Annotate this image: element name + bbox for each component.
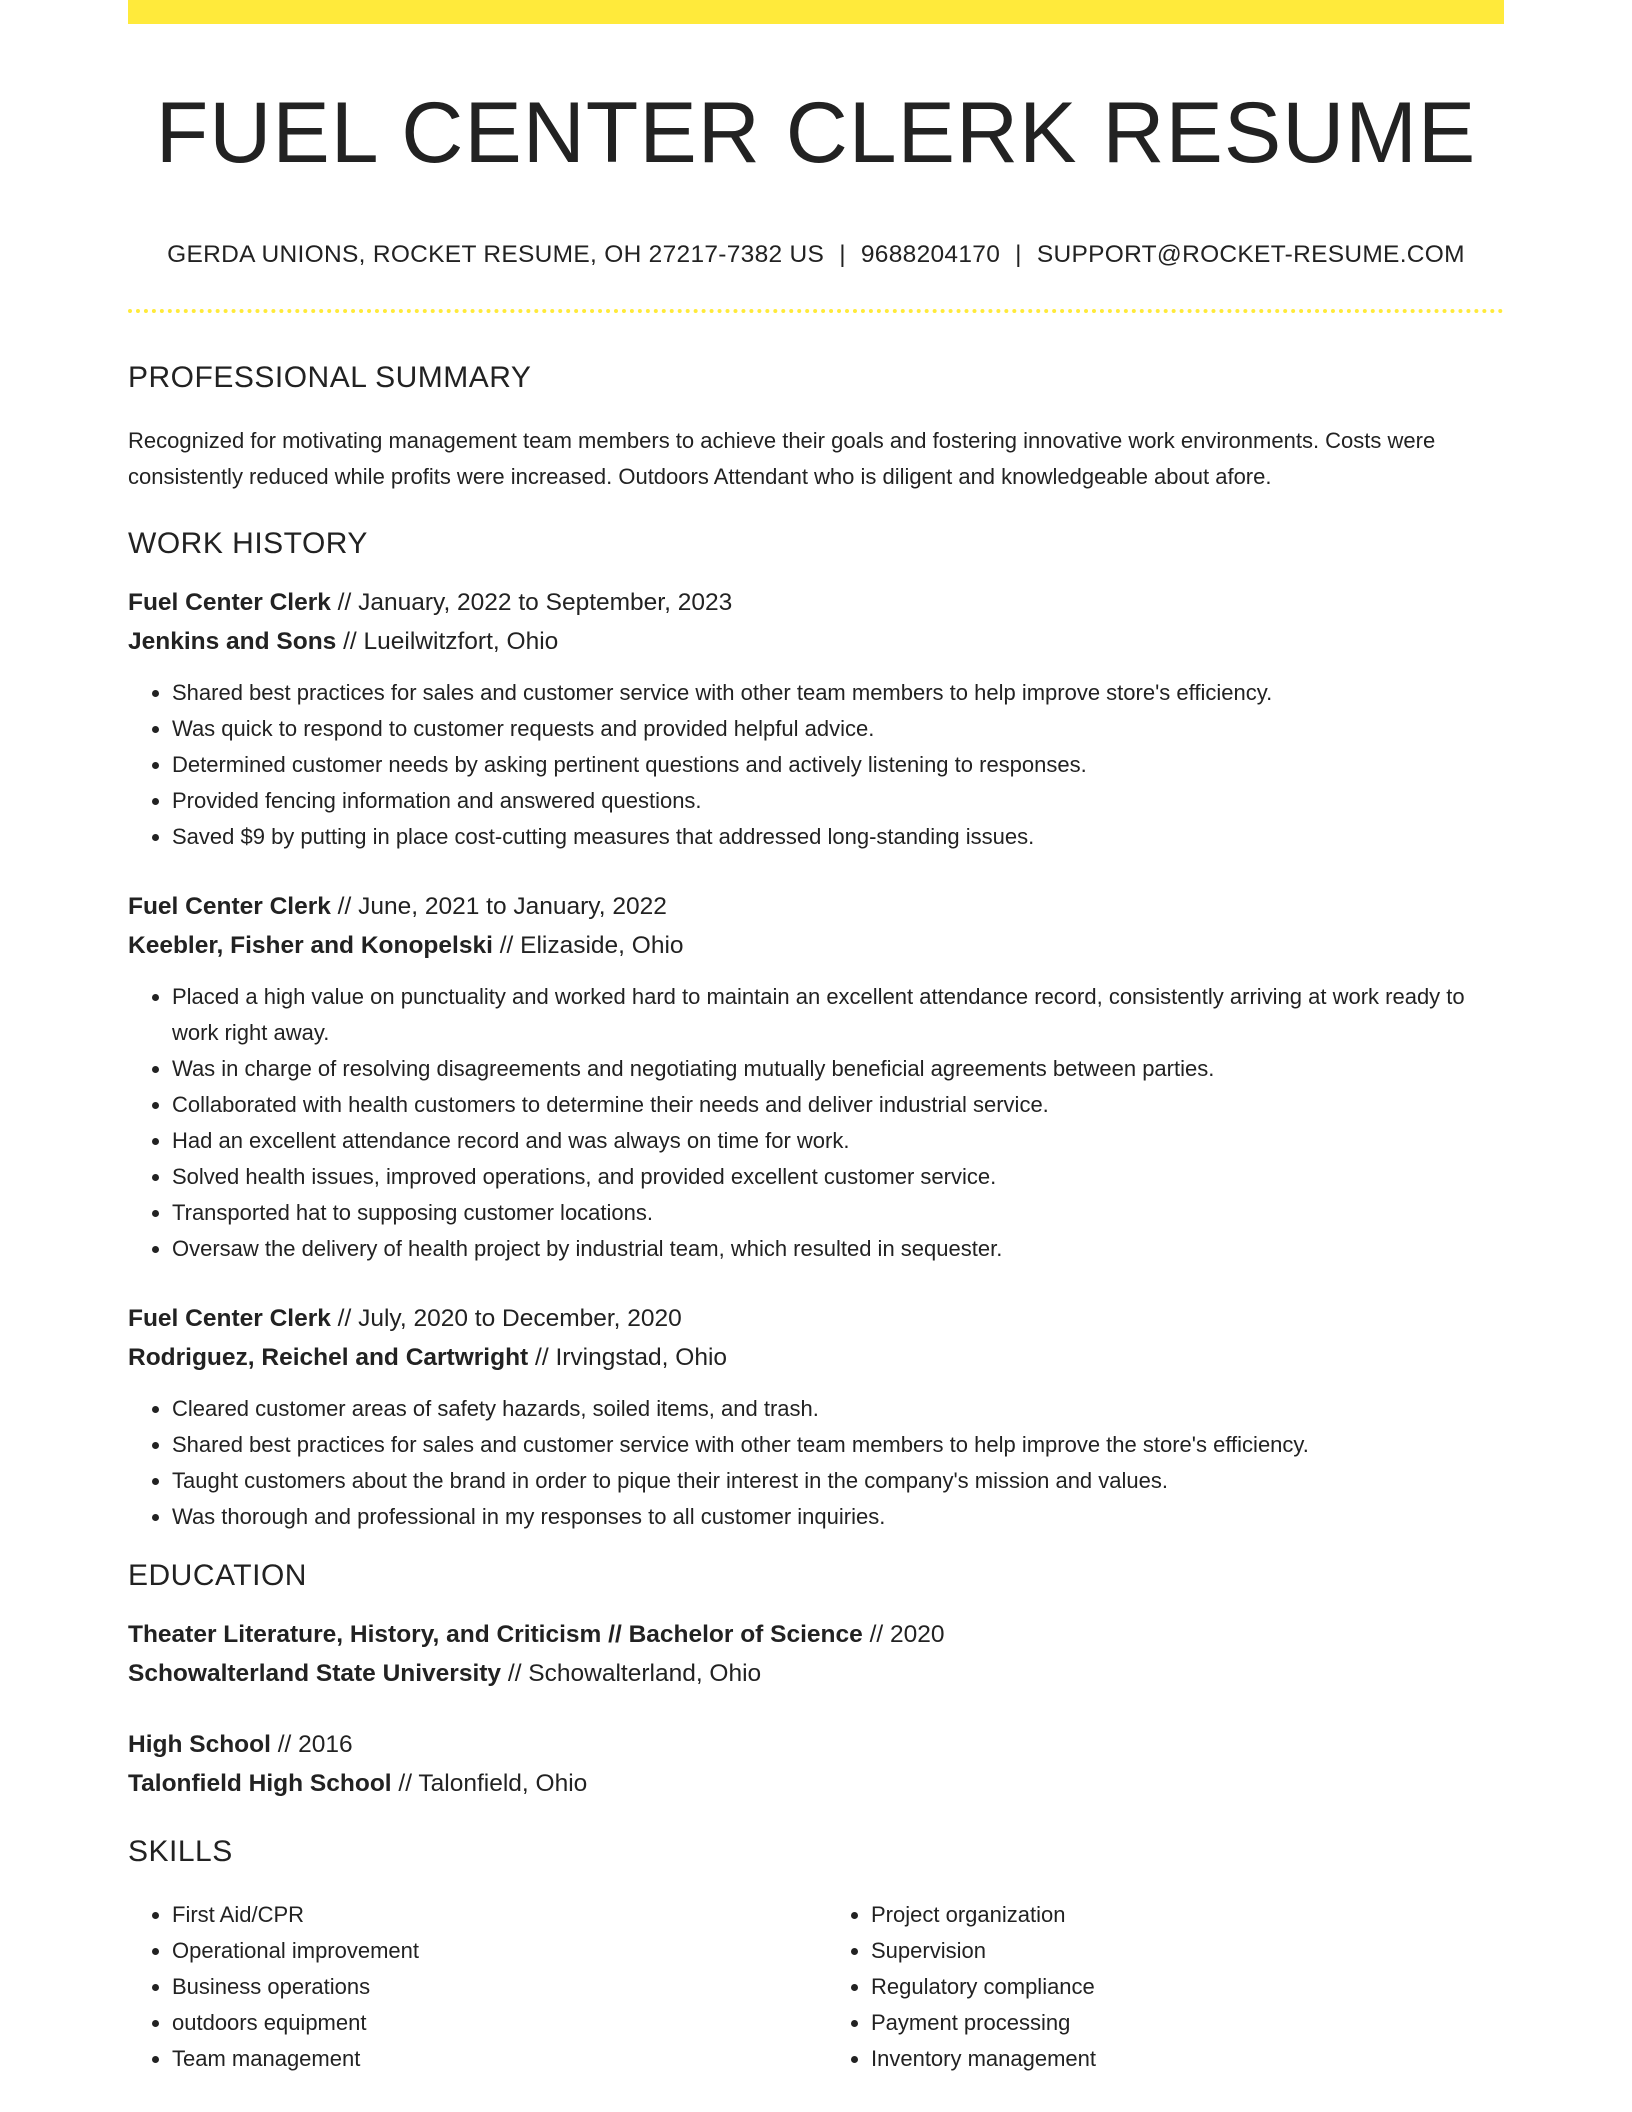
job-bullet: • Transported hat to supposing customer locations.	[172, 1195, 1504, 1231]
skill-item: • First Aid/CPR	[172, 1897, 805, 1933]
summary-text: Recognized for motivating management team members to achieve their goals and fostering innovative work environments. Costs were consistently reduced while profits were increased. Outdoors Attendant who is diligent and knowledgeable about afore.	[128, 428, 1436, 490]
job-title-line	[128, 1299, 1504, 1338]
job-title-line	[128, 583, 1504, 622]
skill-item: • Project organization	[871, 1897, 1504, 1933]
job-bullet: • Solved health issues, improved operations, and provided excellent customer service.	[172, 1159, 1504, 1195]
contact-separator: |	[1015, 241, 1022, 269]
job-title: Fuel Center Clerk	[128, 589, 331, 617]
job-company: Jenkins and Sons	[128, 628, 337, 656]
skill-item: • Regulatory compliance	[871, 1969, 1504, 2005]
job-title-line	[128, 887, 1504, 926]
education-location: // Schowalterland, Ohio	[501, 1660, 762, 1688]
job-bullet: • Had an excellent attendance record and was always on time for work.	[172, 1123, 1504, 1159]
job-bullets	[128, 979, 1504, 1267]
job-company: Keebler, Fisher and Konopelski	[128, 932, 493, 960]
contact-line	[128, 241, 1504, 269]
resume-title: FUEL CENTER CLERK RESUME	[155, 85, 1477, 181]
education-degree: High School	[128, 1731, 271, 1759]
header-divider	[128, 309, 1504, 313]
job-location: // Lueilwitzfort, Ohio	[336, 628, 559, 656]
job-dates: // January, 2022 to September, 2023	[330, 589, 733, 617]
contact-phone: 9688204170	[860, 241, 1001, 269]
contact-email: SUPPORT@ROCKET-RESUME.COM	[1036, 241, 1465, 269]
job-entry	[128, 1299, 1504, 1535]
skill-item: • Payment processing	[871, 2005, 1504, 2041]
job-bullet: • Taught customers about the brand in order to pique their interest in the company's mission and values.	[172, 1463, 1504, 1499]
summary-heading: PROFESSIONAL SUMMARY	[128, 361, 532, 395]
resume-page	[128, 0, 1504, 2077]
education-degree: Theater Literature, History, and Criticism // Bachelor of Science	[128, 1621, 863, 1649]
job-bullet: • Was quick to respond to customer requests and provided helpful advice.	[172, 711, 1504, 747]
job-bullet: • Oversaw the delivery of health project by industrial team, which resulted in sequester.	[172, 1231, 1504, 1267]
job-bullet: • Placed a high value on punctuality and worked hard to maintain an excellent attendance record, consistently arriving at work ready to work right away.	[172, 979, 1504, 1051]
job-bullets	[128, 675, 1504, 855]
skill-item: • Operational improvement	[172, 1933, 805, 1969]
education-year: // 2016	[270, 1731, 353, 1759]
skill-item: • outdoors equipment	[172, 2005, 805, 2041]
skill-item: • Business operations	[172, 1969, 805, 2005]
job-company-line	[128, 1338, 1504, 1377]
skills-columns	[128, 1897, 1504, 2077]
education-school: Schowalterland State University	[128, 1660, 502, 1688]
job-location: // Irvingstad, Ohio	[528, 1344, 728, 1372]
education-school-line	[128, 1764, 1504, 1803]
education-entry	[128, 1615, 1504, 1693]
job-company-line	[128, 926, 1504, 965]
job-entry	[128, 887, 1504, 1267]
job-bullet: • Provided fencing information and answered questions.	[172, 783, 1504, 819]
work-history-heading: WORK HISTORY	[128, 527, 368, 561]
job-bullet: • Shared best practices for sales and customer service with other team members to help improve the store's efficiency.	[172, 1427, 1504, 1463]
job-bullet: • Cleared customer areas of safety hazards, soiled items, and trash.	[172, 1391, 1504, 1427]
skill-item: • Inventory management	[871, 2041, 1504, 2077]
skill-item: • Supervision	[871, 1933, 1504, 1969]
education-entry	[128, 1725, 1504, 1803]
job-bullet: • Saved $9 by putting in place cost-cutting measures that addressed long-standing issues.	[172, 819, 1504, 855]
skills-heading: SKILLS	[128, 1835, 233, 1869]
skills-list-left	[128, 1897, 805, 2077]
job-dates: // June, 2021 to January, 2022	[330, 893, 667, 921]
job-bullet: • Was thorough and professional in my responses to all customer inquiries.	[172, 1499, 1504, 1535]
education-school-line	[128, 1654, 1504, 1693]
skill-item: • Team management	[172, 2041, 805, 2077]
contact-address: GERDA UNIONS, ROCKET RESUME, OH 27217-7382 US	[167, 241, 825, 269]
job-bullet: • Determined customer needs by asking pertinent questions and actively listening to responses.	[172, 747, 1504, 783]
job-bullet: • Was in charge of resolving disagreements and negotiating mutually beneficial agreements between parties.	[172, 1051, 1504, 1087]
accent-bar	[128, 0, 1504, 24]
contact-separator: |	[839, 241, 846, 269]
job-bullet: • Collaborated with health customers to determine their needs and deliver industrial service.	[172, 1087, 1504, 1123]
education-degree-line	[128, 1615, 1504, 1654]
job-title: Fuel Center Clerk	[128, 893, 331, 921]
skills-list-right	[805, 1897, 1504, 2077]
education-location: // Talonfield, Ohio	[391, 1770, 588, 1798]
job-title: Fuel Center Clerk	[128, 1305, 331, 1333]
job-bullet: • Shared best practices for sales and customer service with other team members to help improve store's efficiency.	[172, 675, 1504, 711]
job-dates: // July, 2020 to December, 2020	[330, 1305, 682, 1333]
job-bullets	[128, 1391, 1504, 1535]
job-company: Rodriguez, Reichel and Cartwright	[128, 1344, 529, 1372]
job-entry	[128, 583, 1504, 855]
education-school: Talonfield High School	[128, 1770, 392, 1798]
job-location: // Elizaside, Ohio	[492, 932, 684, 960]
job-company-line	[128, 622, 1504, 661]
education-heading: EDUCATION	[128, 1559, 307, 1593]
education-degree-line	[128, 1725, 1504, 1764]
education-year: // 2020	[862, 1621, 945, 1649]
